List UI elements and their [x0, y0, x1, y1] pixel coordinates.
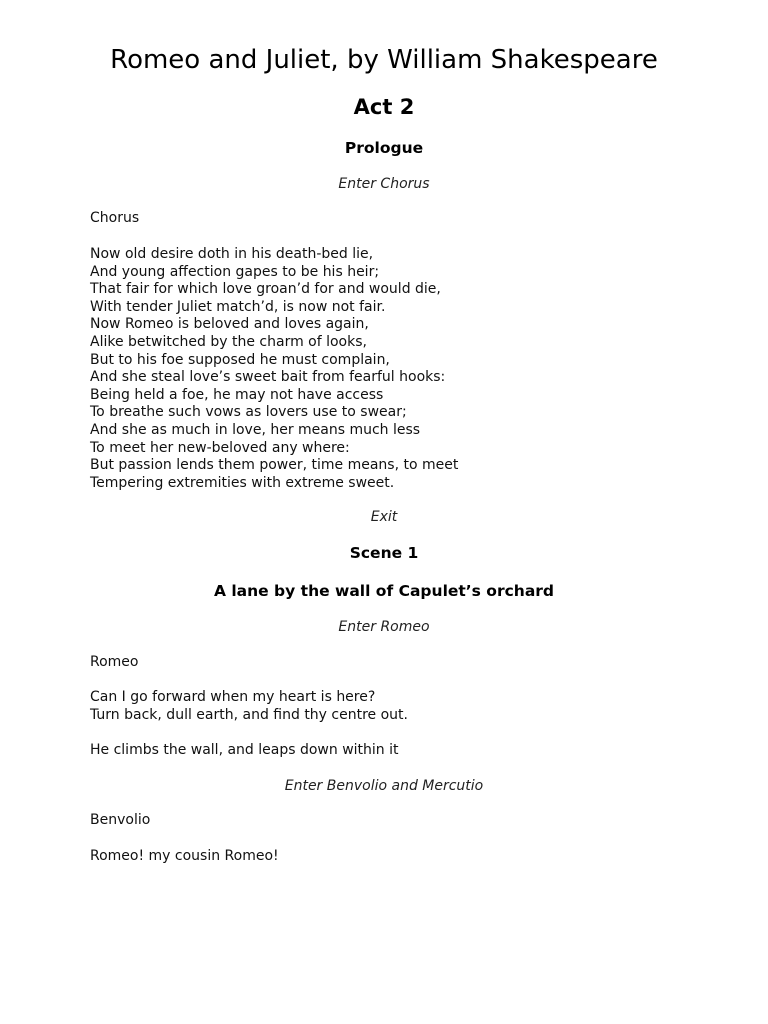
speaker-romeo: Romeo — [90, 654, 139, 670]
chorus-speech — [90, 246, 730, 492]
verse-line: Now old desire doth in his death-bed lie, — [90, 246, 374, 262]
verse-line: Can I go forward when my heart is here? — [90, 689, 376, 705]
verse-line: But to his foe supposed he must complain, — [90, 351, 390, 368]
romeo-speech — [90, 689, 730, 724]
benvolio-speech: Romeo! my cousin Romeo! — [90, 848, 279, 864]
verse-line: Being held a foe, he may not have access — [90, 386, 384, 403]
scene-location: A lane by the wall of Capulet’s orchard — [213, 582, 555, 600]
verse-line: Tempering extremities with extreme sweet. — [90, 474, 395, 491]
prologue-heading: Prologue — [344, 139, 424, 157]
verse-line: And young affection gapes to be his heir; — [90, 263, 380, 280]
stage-direction-exit: Exit — [370, 509, 398, 525]
stage-direction-enter-romeo: Enter Romeo — [338, 619, 430, 635]
stage-direction-climbs-wall: He climbs the wall, and leaps down within it — [90, 742, 399, 758]
verse-line: But passion lends them power, time means, to meet — [90, 457, 459, 474]
speaker-chorus: Chorus — [90, 210, 140, 226]
verse-line: Alike betwitched by the charm of looks, — [90, 333, 367, 350]
stage-direction-enter-benvolio-mercutio: Enter Benvolio and Mercutio — [284, 778, 484, 794]
verse-line: Turn back, dull earth, and find thy centre out. — [90, 706, 408, 723]
verse-line: Now Romeo is beloved and loves again, — [90, 316, 369, 333]
scene-heading: Scene 1 — [349, 544, 419, 562]
verse-line: With tender Juliet match’d, is now not fair. — [90, 298, 386, 315]
stage-direction-enter-chorus: Enter Chorus — [338, 176, 430, 192]
document-title: Romeo and Juliet, by William Shakespeare — [110, 45, 658, 75]
act-heading: Act 2 — [353, 95, 415, 119]
verse-line: To meet her new-beloved any where: — [90, 439, 350, 456]
verse-line: And she as much in love, her means much less — [90, 421, 421, 438]
speaker-benvolio: Benvolio — [90, 812, 151, 828]
verse-line: That fair for which love groan’d for and would die, — [90, 281, 441, 298]
verse-line: To breathe such vows as lovers use to swear; — [90, 404, 407, 421]
verse-line: And she steal love’s sweet bait from fearful hooks: — [90, 369, 446, 386]
